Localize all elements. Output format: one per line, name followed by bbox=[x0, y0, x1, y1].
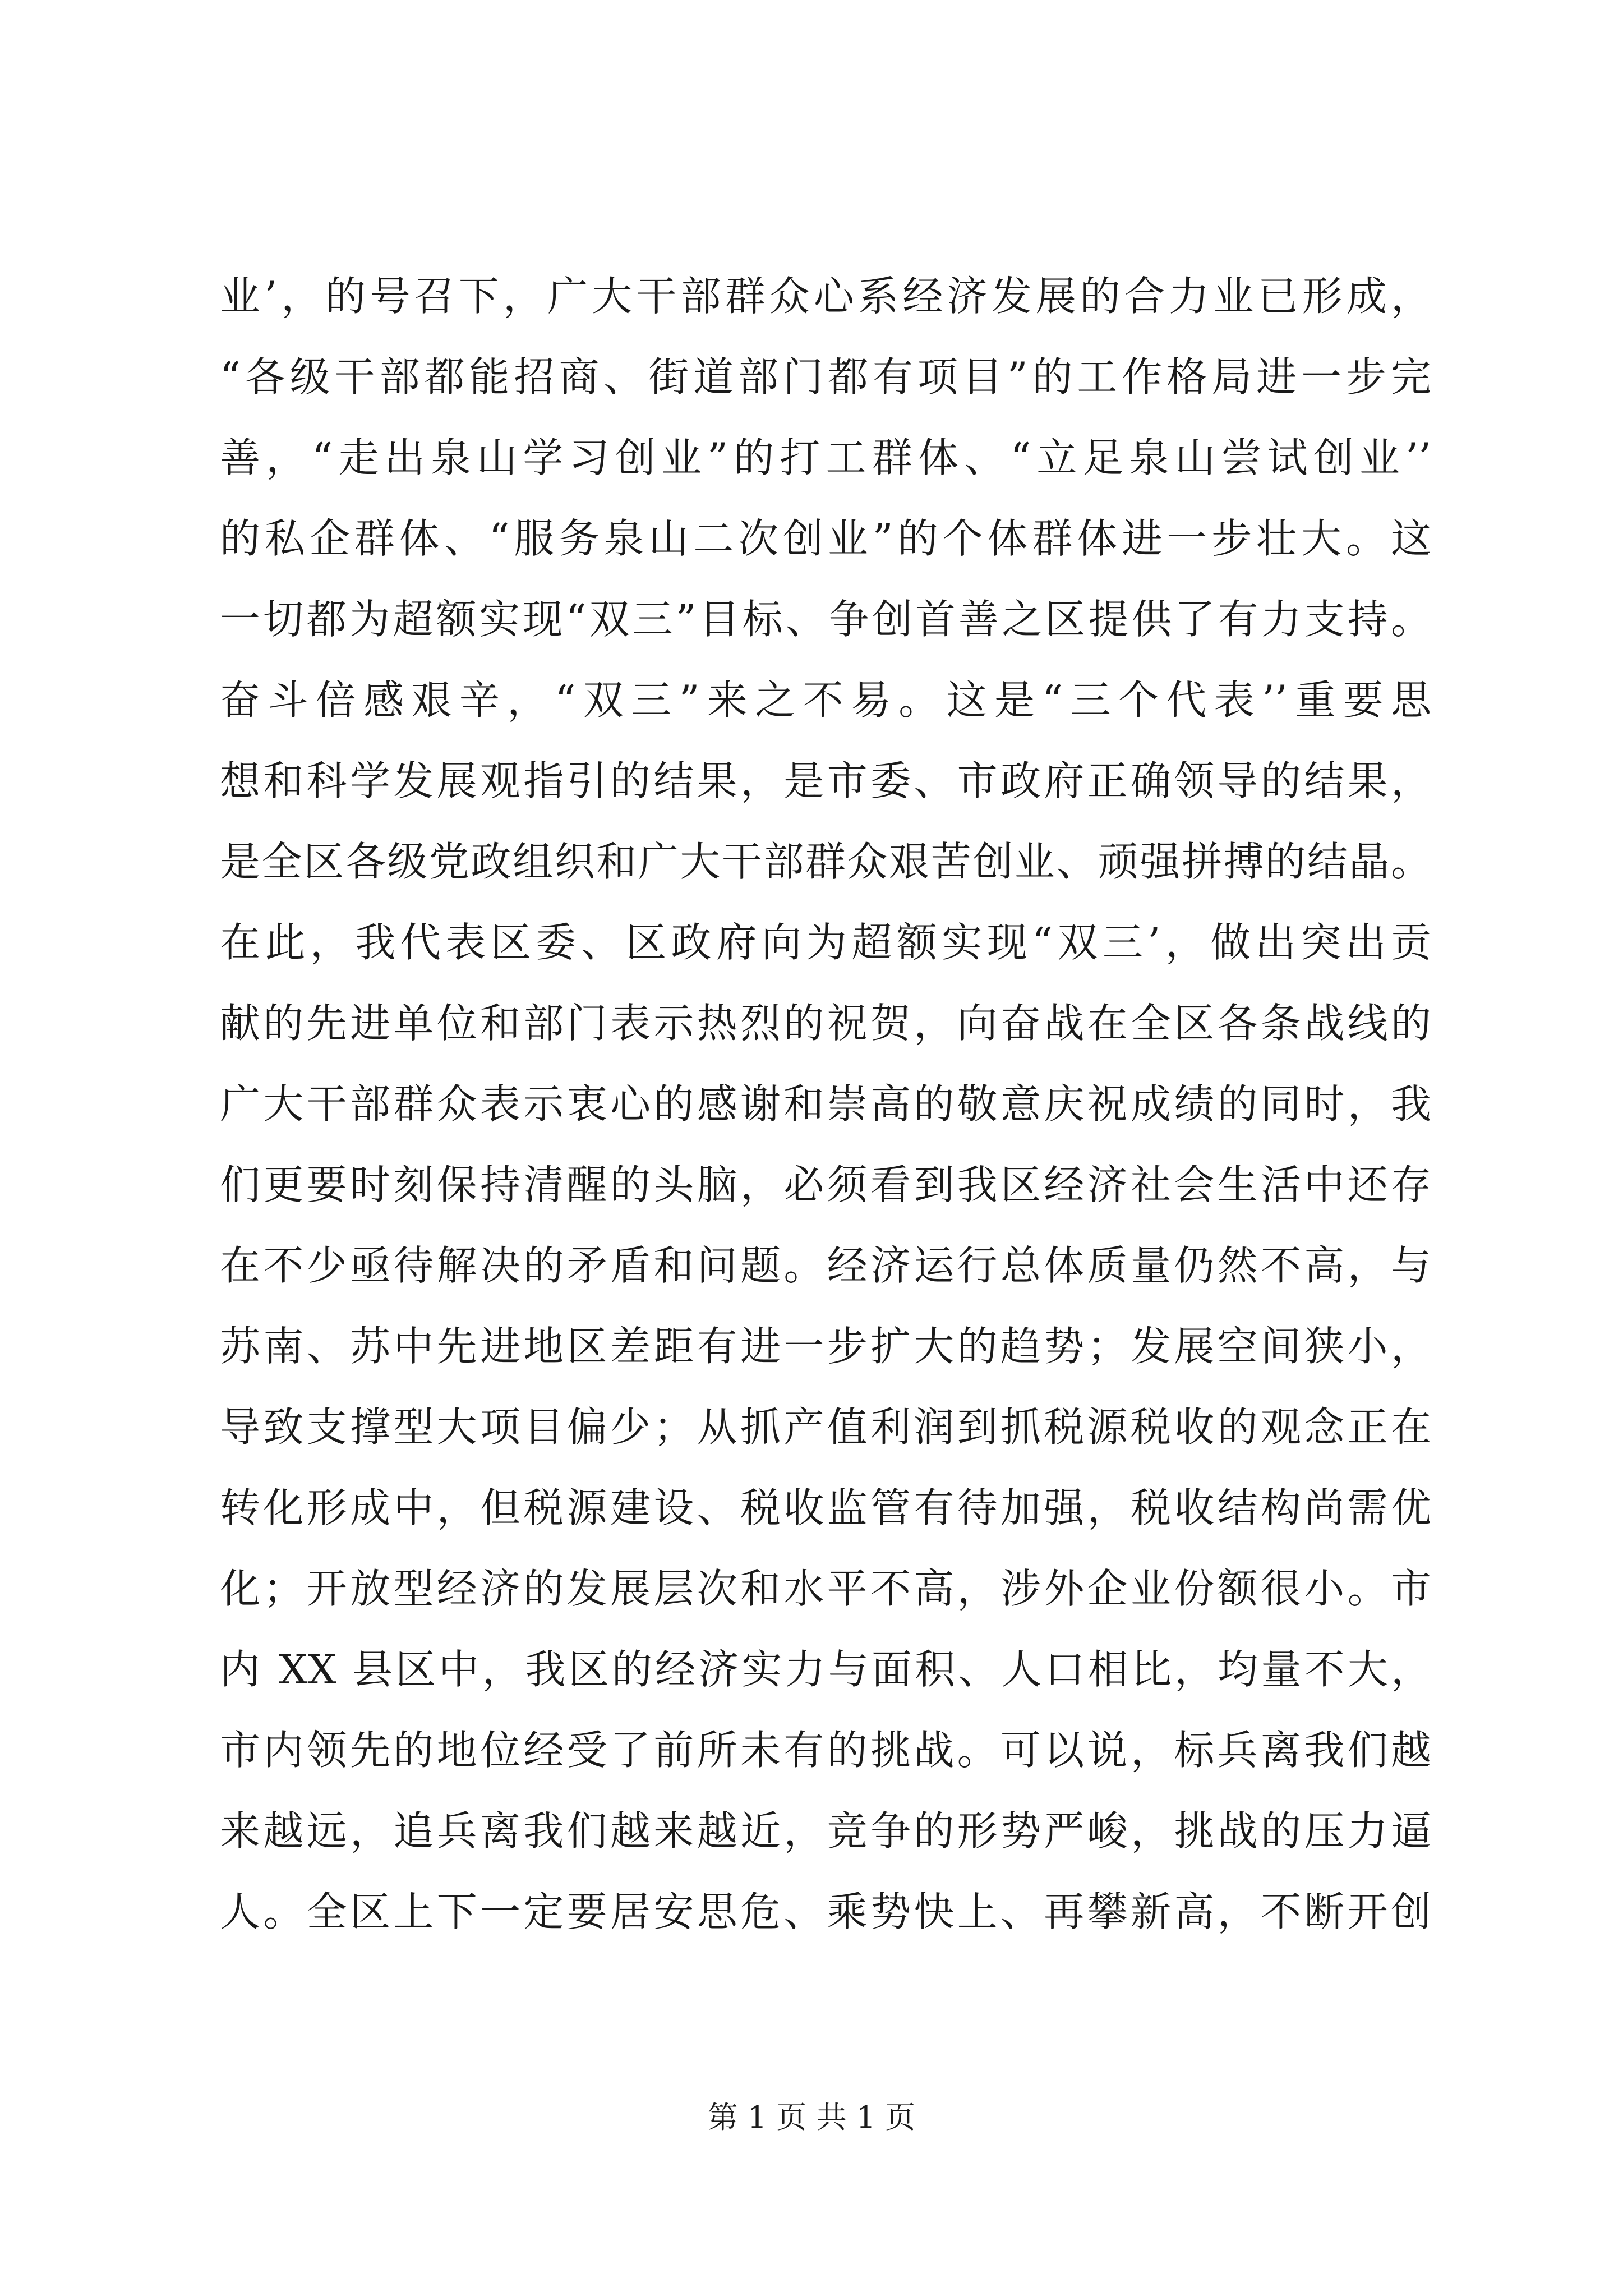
page-footer: 第 1 页 共 1 页 bbox=[707, 2100, 916, 2135]
text-line: 在此，我代表区委、区政府向为超额实现“双三’，做出突出贡 bbox=[220, 919, 1431, 966]
text-line: 导致支撑型大项目偏少；从抓产值利润到抓税源税收的观念正在 bbox=[220, 1404, 1431, 1451]
text-line: “各级干部都能招商、街道部门都有项目”的工作格局进一步完 bbox=[220, 353, 1431, 401]
text-line: 化；开放型经济的发展层次和水平不高，涉外企业份额很小。市 bbox=[220, 1565, 1431, 1612]
text-line: 在不少亟待解决的矛盾和问题。经济运行总体质量仍然不高，与 bbox=[220, 1242, 1431, 1289]
text-line: 广大干部群众表示衷心的感谢和崇高的敬意庆祝成绩的同时，我 bbox=[220, 1080, 1431, 1128]
text-line: 是全区各级党政组织和广大干部群众艰苦创业、顽强拼搏的结晶。 bbox=[220, 838, 1431, 885]
text-line: 内 XX 县区中，我区的经济实力与面积、人口相比，均量不大， bbox=[220, 1646, 1431, 1693]
text-line: 市内领先的地位经受了前所未有的挑战。可以说，标兵离我们越 bbox=[220, 1727, 1431, 1774]
text-line: 人。全区上下一定要居安思危、乘势快上、再攀新高，不断开创 bbox=[220, 1888, 1431, 1935]
text-line: 一切都为超额实现“双三”目标、争创首善之区提供了有力支持。 bbox=[220, 596, 1431, 643]
text-line: 献的先进单位和部门表示热烈的祝贺，向奋战在全区各条战线的 bbox=[220, 1000, 1431, 1047]
text-line: 奋斗倍感艰辛，“双三”来之不易。这是“三个代表’’重要思 bbox=[220, 677, 1431, 724]
text-line: 业’，的号召下，广大干部群众心系经济发展的合力业已形成， bbox=[220, 273, 1431, 320]
text-line: 想和科学发展观指引的结果，是市委、市政府正确领导的结果， bbox=[220, 757, 1431, 804]
text-line: 善，“走出泉山学习创业”的打工群体、“立足泉山尝试创业’’ bbox=[220, 434, 1431, 481]
text-line: 来越远，追兵离我们越来越近，竞争的形势严峻，挑战的压力逼 bbox=[220, 1807, 1431, 1855]
body-text bbox=[220, 256, 1431, 1952]
text-line: 苏南、苏中先进地区差距有进一步扩大的趋势；发展空间狭小， bbox=[220, 1323, 1431, 1370]
text-line: 的私企群体、“服务泉山二次创业”的个体群体进一步壮大。这 bbox=[220, 515, 1431, 562]
text-line: 们更要时刻保持清醒的头脑，必须看到我区经济社会生活中还存 bbox=[220, 1161, 1431, 1208]
text-line: 转化形成中，但税源建设、税收监管有待加强，税收结构尚需优 bbox=[220, 1484, 1431, 1531]
